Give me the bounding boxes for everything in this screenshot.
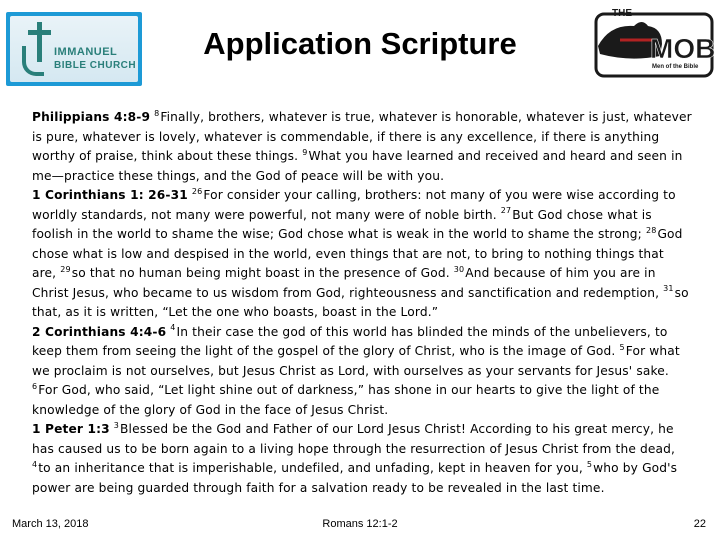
verse-number: 5 [586, 459, 593, 469]
verse-text: so that no human being might boast in the presence of God. [71, 266, 454, 280]
verse-number: 4 [32, 459, 38, 469]
verse-text: But God chose what is foolish in the world to shame the wise; God chose what is weak in the world to shame the strong; [32, 207, 652, 241]
mob-logo-tagline: Men of the Bible [652, 64, 699, 70]
mob-logo-the: THE [612, 8, 632, 19]
verse-text: For what we proclaim is not ourselves, but Jesus Christ as Lord, with ourselves as your servants for Jesus' sake. [32, 344, 680, 378]
verse-number: 31 [663, 284, 674, 294]
hat-badge-icon [590, 4, 716, 84]
footer-date: March 13, 2018 [12, 518, 89, 530]
verse-text: For God, who said, “Let light shine out of darkness,” has shone in our hearts to give the light of the knowledge of the glory of God in the face of Jesus Christ. [32, 383, 660, 417]
verse-text: For consider your calling, brothers: not many of you were wise according to worldly standards, not many were powerful, not many were of noble birth. [32, 188, 676, 222]
verse-text: God chose what is low and despised in the world, even things that are not, to bring to nothing things that are, [32, 227, 683, 280]
verse-number: 9 [302, 147, 308, 157]
verse-number: 29 [60, 264, 71, 274]
mob-logo-mob: MOB [650, 33, 716, 64]
verse-number: 8 [154, 108, 160, 118]
church-logo-line1: IMMANUEL [54, 46, 118, 58]
scripture-passage [32, 420, 692, 498]
verse-text: to an inheritance that is imperishable, undefiled, and unfading, kept in heaven for you, [38, 461, 587, 475]
page-title: Application Scripture [203, 26, 517, 61]
verse-text: Finally, brothers, whatever is true, whatever is honorable, whatever is just, whatever is pure, whatever is lovely, whatever is commendable, if there is any excellence, if there is anything worthy of praise, think about these things. [32, 110, 692, 163]
verse-number: 3 [113, 420, 120, 430]
footer-center-ref: Romans 12:1-2 [322, 518, 398, 530]
verse-number: 4 [170, 323, 176, 333]
church-logo [6, 12, 142, 86]
scripture-passage [32, 186, 692, 323]
scripture-passage [32, 323, 692, 421]
verse-text: In their case the god of this world has blinded the minds of the unbelievers, to keep them from seeing the light of the gospel of the glory of Christ, who is the image of God. [32, 324, 668, 358]
passage-reference: 1 Peter 1:3 [32, 422, 110, 436]
verse-number: 26 [191, 186, 203, 196]
verse-number: 6 [32, 381, 38, 391]
passage-reference: Philippians 4:8-9 [32, 110, 151, 124]
verse-text: so that, as it is written, “Let the one who boasts, boast in the Lord.” [32, 285, 689, 319]
mob-logo [590, 4, 716, 84]
page-number: 22 [693, 518, 706, 530]
verse-text: And because of him you are in Christ Jesus, who became to us wisdom from God, righteousness and sanctification and redemption, [32, 266, 664, 300]
verse-number: 28 [645, 225, 657, 235]
logo-hook [22, 46, 44, 76]
verse-text: Blessed be the God and Father of our Lord Jesus Christ! According to his great mercy, he has caused us to be born again to a living hope through the resurrection of Jesus Christ from the dead, [32, 422, 676, 456]
passage-reference: 1 Corinthians 1: 26-31 [32, 188, 188, 202]
church-logo-line2: BIBLE CHURCH [54, 60, 137, 71]
cross-bar [28, 30, 51, 35]
verse-text: What you have learned and received and heard and seen in me—practice these things, and the God of peace will be with you. [32, 149, 683, 183]
scripture-passage [32, 108, 692, 186]
scripture-body [32, 108, 692, 498]
passage-reference: 2 Corinthians 4:4-6 [32, 324, 167, 339]
verse-number: 30 [453, 264, 465, 274]
verse-number: 27 [500, 206, 512, 216]
verse-text: who by God's power are being guarded through faith for a salvation ready to be revealed in the last time. [32, 461, 678, 495]
verse-number: 5 [619, 342, 625, 352]
